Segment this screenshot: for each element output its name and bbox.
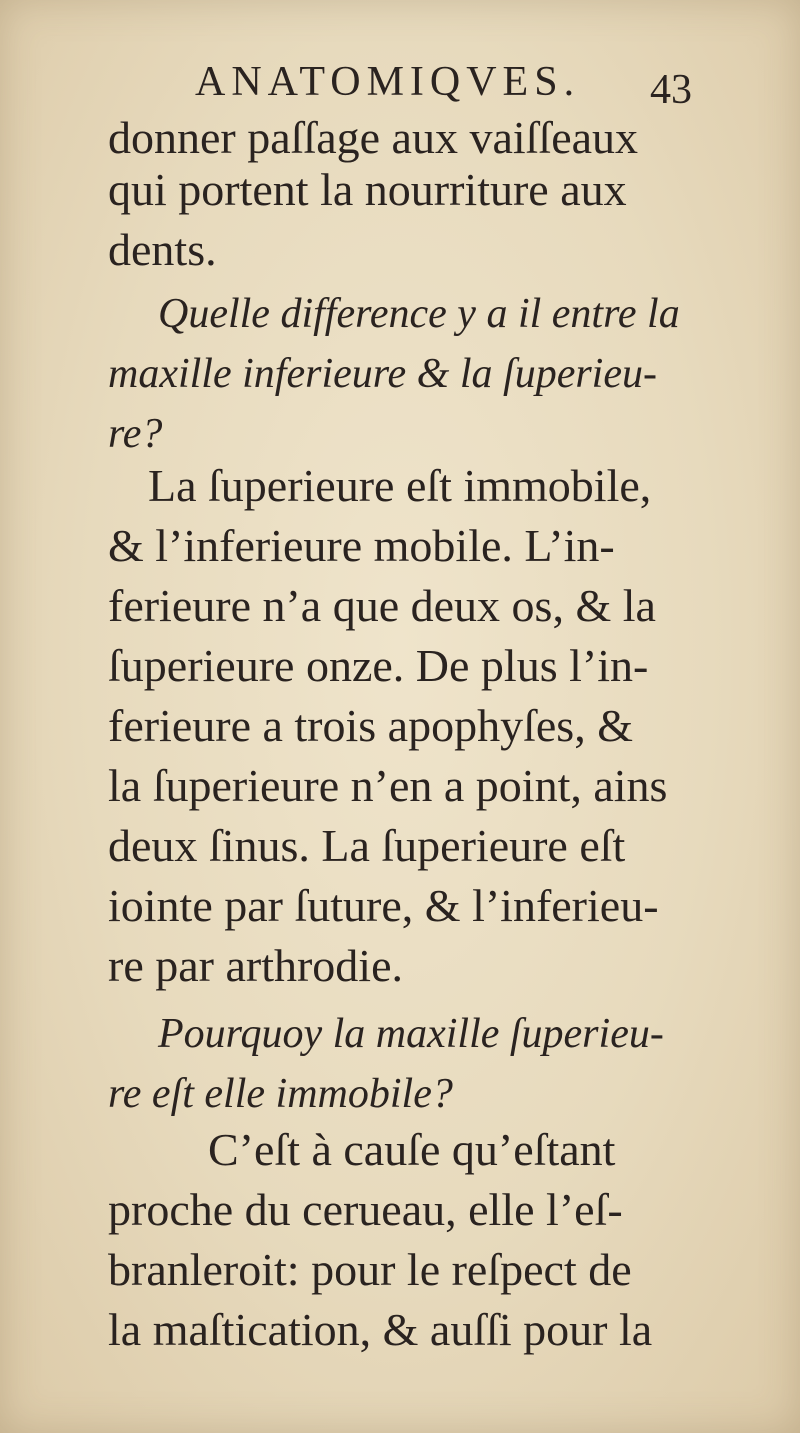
text-line: branleroit: pour le reſpect de: [108, 1244, 632, 1295]
page-number: 43: [650, 67, 692, 113]
text-line: ferieure a trois apophyſes, &: [108, 700, 633, 751]
question-line: maxille inferieure & la ſuperieu-: [108, 351, 657, 397]
text-line: ferieure n’a que deux os, & la: [108, 580, 656, 631]
running-title: ANATOMIQVES.: [195, 59, 581, 105]
question-line: re?: [108, 411, 163, 457]
question-line: re eſt elle immobile?: [108, 1071, 453, 1117]
text-line: proche du cerueau, elle l’eſ-: [108, 1184, 623, 1235]
text-line: la ſuperieure n’en a point, ains: [108, 760, 668, 811]
text-line: dents.: [108, 224, 217, 275]
question-line: Quelle difference y a il entre la: [158, 291, 680, 337]
text-line: re par arthrodie.: [108, 940, 404, 991]
text-line: qui portent la nourriture aux: [108, 164, 627, 215]
text-line: la maſtication, & auſſi pour la: [108, 1304, 653, 1355]
text-line: C’eſt à cauſe qu’eſtant: [208, 1124, 616, 1175]
text-line: iointe par ſuture, & l’inferieu-: [108, 880, 659, 931]
text-line: & l’inferieure mobile. L’in-: [108, 520, 615, 571]
text-line: La ſuperieure eſt immobile,: [148, 460, 652, 511]
text-line: ſuperieure onze. De plus l’in-: [108, 640, 649, 691]
text-line: deux ſinus. La ſuperieure eſt: [108, 820, 626, 871]
question-line: Pourquoy la maxille ſuperieu-: [158, 1011, 664, 1057]
text-line: donner paſſage aux vaiſſeaux: [108, 112, 639, 163]
